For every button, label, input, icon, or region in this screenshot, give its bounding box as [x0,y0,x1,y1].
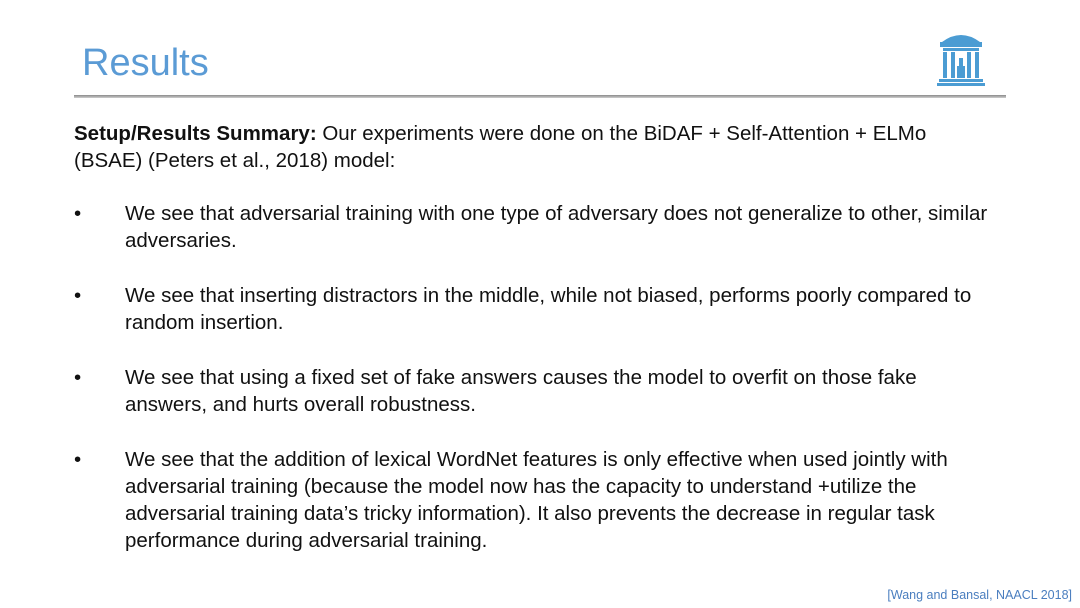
old-well-icon [934,28,988,88]
bullet-text: We see that inserting distractors in the middle, while not biased, performs poorly compared to random insertion. [125,284,972,334]
bullet-text: We see that adversarial training with one type of adversary does not generalize to other, similar adversaries. [125,202,988,252]
bullet-text: We see that using a fixed set of fake answers causes the model to overfit on those fake answers, and hurts overall robustness. [125,366,917,416]
summary-paragraph [74,120,974,174]
results-bullet-list [74,200,994,582]
slide-title: Results [82,42,209,84]
bullet-marker: • [74,366,82,389]
title-divider [74,95,1006,98]
citation: [Wang and Bansal, NAACL 2018] [887,588,1072,602]
bullet-item [74,446,994,554]
bullet-item [74,282,994,336]
bullet-marker: • [74,448,82,471]
bullet-marker: • [74,284,82,307]
bullet-item [74,364,994,418]
summary-label: Setup/Results Summary: [74,122,317,145]
bullet-marker: • [74,202,82,225]
summary-text: Our experiments were done on the BiDAF + Self-Attention + ELMo (BSAE) (Peters et al., 2018) model: [74,122,927,172]
bullet-text: We see that the addition of lexical WordNet features is only effective when used jointly with adversarial training (because the model now has the capacity to understand +utilize the adversarial training data’s tricky information). It also prevents the decrease in regular task performance during adversarial training. [125,448,948,552]
bullet-item [74,200,994,254]
